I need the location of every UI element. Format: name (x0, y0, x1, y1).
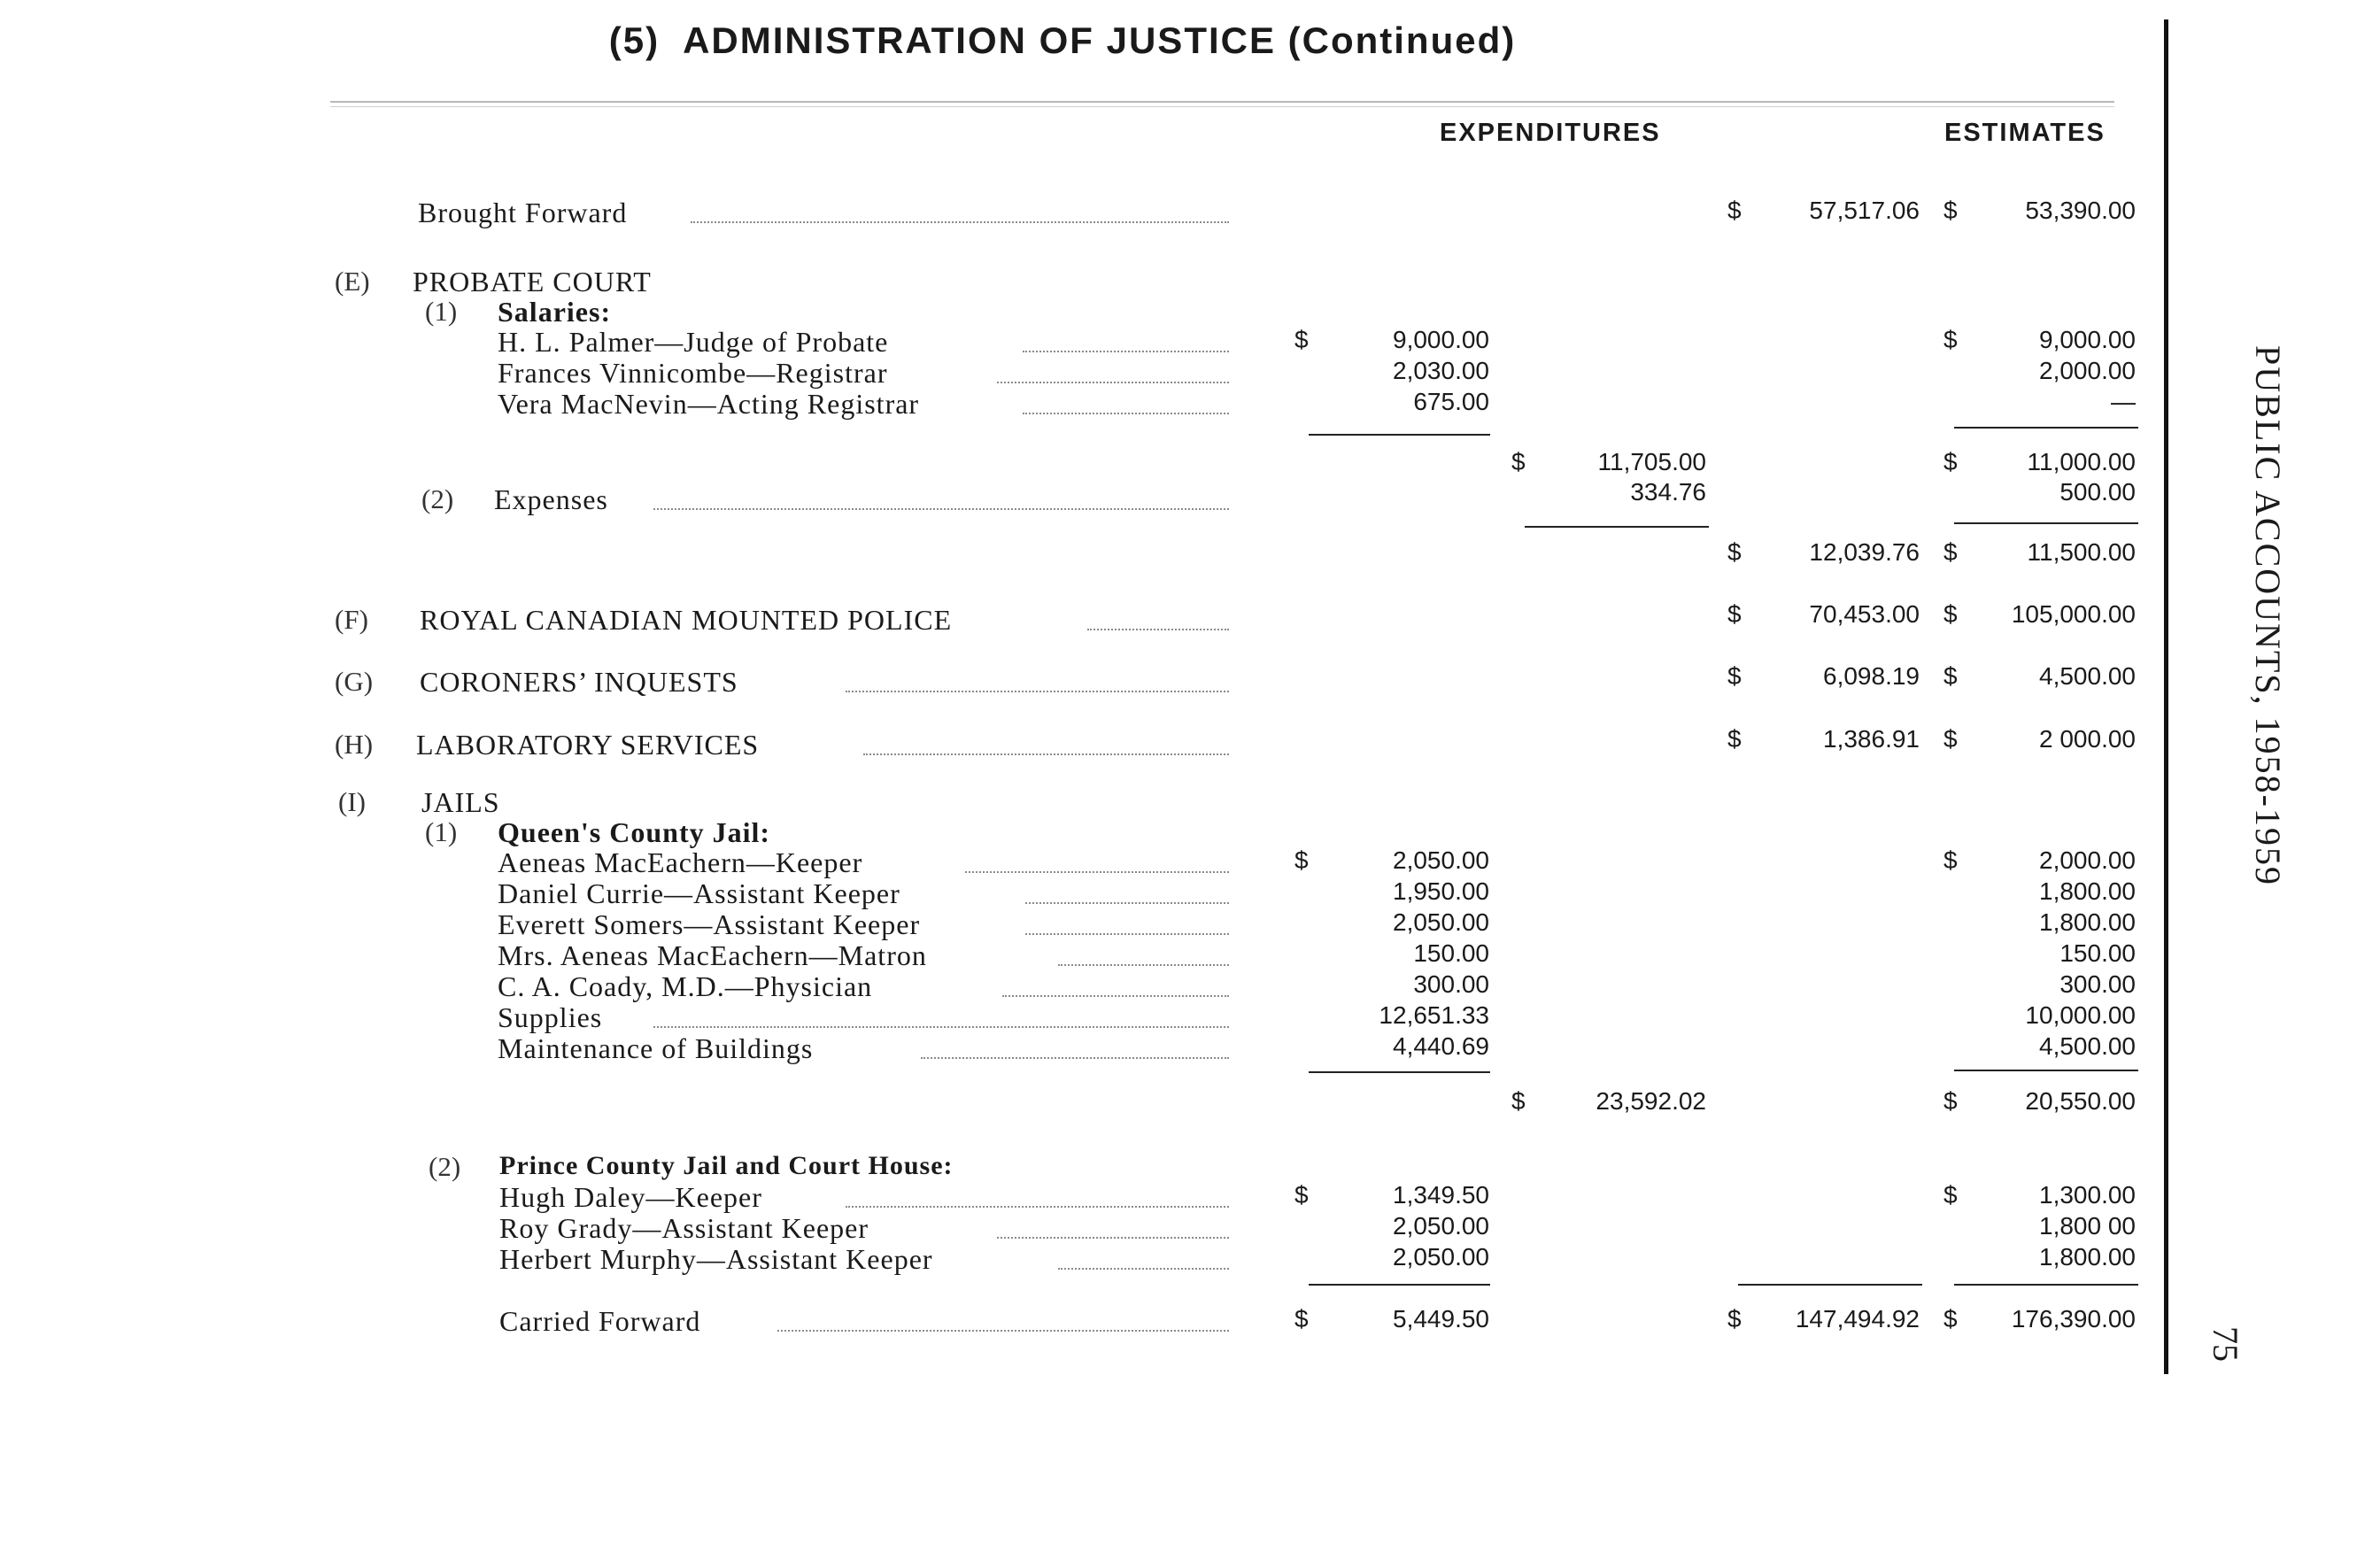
row-label: Everett Somers—Assistant Keeper (498, 908, 921, 940)
carried-forward-row (0, 1305, 2160, 1335)
estimate-amount: 10,000.00 (2025, 1001, 2136, 1029)
row-label: Brought Forward (418, 197, 628, 228)
section-number: (5) (608, 19, 661, 61)
total-amount: 57,517.06 (1809, 197, 1920, 224)
estimate-amount: 20,550.00 (2025, 1087, 2136, 1115)
leader-dots (921, 1057, 1229, 1059)
currency-sign: $ (1294, 326, 1309, 353)
section-heading: ROYAL CANADIAN MOUNTED POLICE (420, 604, 953, 636)
leader-dots (691, 221, 1229, 223)
currency-sign: $ (1943, 846, 1958, 874)
subtotal-rule (1309, 1284, 1490, 1286)
header-rule-secondary (330, 106, 2114, 107)
subsection-row (0, 1151, 2160, 1181)
currency-sign: $ (1943, 538, 1958, 566)
line-item-row (0, 1243, 2160, 1273)
section-row (0, 266, 2160, 296)
estimate-amount: 1,800 00 (2039, 1212, 2136, 1240)
section-letter: (I) (338, 786, 366, 817)
subsection-number: (2) (429, 1151, 461, 1182)
subtotal-row (0, 448, 2160, 478)
leader-dots (863, 753, 1229, 755)
currency-sign: $ (1727, 662, 1742, 690)
subtotal-rule (1954, 522, 2138, 524)
expenditure-amount: 5,449.50 (1393, 1305, 1489, 1333)
currency-sign: $ (1727, 197, 1742, 224)
row-label: Daniel Currie—Assistant Keeper (498, 877, 900, 909)
currency-sign: $ (1943, 1181, 1958, 1209)
expenditure-amount: 150.00 (1413, 939, 1489, 967)
subtotal-amount: 23,592.02 (1596, 1087, 1706, 1115)
row-label: C. A. Coady, M.D.—Physician (498, 970, 873, 1002)
estimate-amount: 4,500.00 (2039, 1032, 2136, 1060)
row-label: Carried Forward (499, 1305, 701, 1337)
subtotal-amount: 334.76 (1630, 478, 1706, 506)
line-item-row (0, 908, 2160, 939)
subtotal-rule (1738, 1284, 1922, 1286)
estimate-amount: 1,800.00 (2039, 908, 2136, 936)
line-item-row (0, 1001, 2160, 1031)
leader-dots (997, 382, 1229, 383)
section-row (0, 786, 2160, 816)
section-letter: (F) (335, 604, 368, 635)
page-title (0, 19, 2125, 62)
row-label: H. L. Palmer—Judge of Probate (498, 326, 889, 358)
subsection-number: (1) (425, 296, 458, 327)
subsection-heading: Salaries: (498, 296, 612, 328)
currency-sign: $ (1511, 448, 1526, 475)
estimate-amount: 53,390.00 (2025, 197, 2136, 224)
section-row (0, 662, 2160, 698)
currency-sign: $ (1943, 1305, 1958, 1333)
leader-dots (1025, 933, 1229, 935)
subtotal-rule (1309, 434, 1490, 436)
estimate-amount: 2,000.00 (2039, 357, 2136, 384)
subtotal-rule (1954, 1284, 2138, 1286)
currency-sign: $ (1294, 1181, 1309, 1209)
row-label: Maintenance of Buildings (498, 1032, 814, 1064)
estimate-amount: 1,300.00 (2039, 1181, 2136, 1209)
section-total-row (0, 538, 2160, 568)
leader-dots (653, 1026, 1229, 1028)
leader-dots (1058, 1268, 1229, 1270)
currency-sign: $ (1294, 1305, 1309, 1333)
estimate-amount: 2,000.00 (2039, 846, 2136, 874)
section-heading: JAILS (421, 786, 500, 818)
currency-sign: $ (1294, 846, 1309, 874)
row-label: Roy Grady—Assistant Keeper (499, 1212, 869, 1244)
estimate-amount: 300.00 (2059, 970, 2136, 998)
line-item-row (0, 970, 2160, 1000)
section-letter: (E) (335, 266, 370, 297)
leader-dots (1002, 995, 1229, 997)
expenditure-amount: 2,050.00 (1393, 908, 1489, 936)
total-amount: 147,494.92 (1795, 1305, 1920, 1333)
line-item-row (0, 1212, 2160, 1242)
line-item-row (0, 1032, 2160, 1062)
expenditure-amount: 4,440.69 (1393, 1032, 1489, 1060)
estimate-amount: 1,800.00 (2039, 877, 2136, 905)
section-heading: LABORATORY SERVICES (416, 729, 760, 761)
row-label: Hugh Daley—Keeper (499, 1181, 762, 1213)
running-head: PUBLIC ACCOUNTS, 1958-1959 (2248, 345, 2288, 886)
row-label: Supplies (498, 1001, 603, 1033)
currency-sign: $ (1943, 600, 1958, 628)
section-heading: PROBATE COURT (413, 266, 652, 297)
leader-dots (1023, 413, 1229, 414)
estimate-amount: 11,500.00 (2027, 538, 2136, 566)
leader-dots (1023, 351, 1229, 352)
leader-dots (777, 1330, 1229, 1332)
line-item-row (0, 939, 2160, 969)
total-amount: 1,386.91 (1823, 725, 1920, 753)
currency-sign: $ (1943, 326, 1958, 353)
header-rule (330, 101, 2114, 103)
subtotal-rule (1525, 526, 1709, 528)
expenditure-amount: 2,050.00 (1393, 846, 1489, 874)
currency-sign: $ (1727, 1305, 1742, 1333)
estimate-amount: 150.00 (2059, 939, 2136, 967)
estimate-amount: 500.00 (2059, 478, 2136, 506)
line-item-row (0, 478, 2160, 515)
subtotal-rule (1954, 1070, 2138, 1071)
currency-sign: $ (1727, 538, 1742, 566)
page-number: 75 (2206, 1326, 2245, 1362)
row-label: Mrs. Aeneas MacEachern—Matron (498, 939, 927, 971)
line-item-row (0, 388, 2160, 418)
subtotal-row (0, 1087, 2160, 1117)
line-item-row (0, 846, 2160, 877)
estimates-heading: ESTIMATES (1944, 119, 2106, 147)
subtotal-rule (1954, 427, 2138, 429)
subsection-row (0, 816, 2160, 846)
row-label: Aeneas MacEachern—Keeper (498, 846, 863, 878)
estimate-amount: 11,000.00 (2027, 448, 2136, 475)
section-letter: (H) (335, 729, 374, 760)
section-row (0, 725, 2160, 761)
expenditure-amount: 300.00 (1413, 970, 1489, 998)
currency-sign: $ (1943, 197, 1958, 224)
leader-dots (1025, 902, 1229, 904)
subsection-heading: Prince County Jail and Court House: (499, 1151, 954, 1180)
expenditure-amount: 2,030.00 (1393, 357, 1489, 384)
line-item-row (0, 326, 2160, 356)
leader-dots (653, 508, 1229, 510)
leader-dots (997, 1237, 1229, 1239)
leader-dots (1087, 629, 1229, 630)
line-item-row (0, 1181, 2160, 1211)
subsection-number: (2) (421, 483, 454, 514)
section-row (0, 600, 2160, 636)
section-heading: CORONERS’ INQUESTS (420, 666, 738, 698)
estimate-amount: 2 000.00 (2039, 725, 2136, 753)
right-margin-rule (2164, 19, 2168, 1374)
leader-dots (1058, 964, 1229, 966)
currency-sign: $ (1943, 662, 1958, 690)
total-amount: 12,039.76 (1809, 538, 1920, 566)
currency-sign: $ (1943, 725, 1958, 753)
expenditure-amount: 2,050.00 (1393, 1243, 1489, 1271)
estimate-amount: 9,000.00 (2039, 326, 2136, 353)
subsection-row (0, 296, 2160, 326)
row-label: Herbert Murphy—Assistant Keeper (499, 1243, 933, 1275)
expenditure-amount: 1,950.00 (1393, 877, 1489, 905)
row-label: Expenses (494, 483, 608, 515)
currency-sign: $ (1727, 725, 1742, 753)
estimate-amount: — (2111, 388, 2136, 415)
leader-dots (965, 871, 1229, 873)
expenditure-amount: 675.00 (1413, 388, 1489, 415)
row-label: Frances Vinnicombe—Registrar (498, 357, 888, 389)
currency-sign: $ (1943, 1087, 1958, 1115)
subtotal-amount: 11,705.00 (1597, 448, 1706, 475)
leader-dots (846, 1206, 1229, 1208)
estimate-amount: 1,800.00 (2039, 1243, 2136, 1271)
total-amount: 70,453.00 (1809, 600, 1920, 628)
subsection-number: (1) (425, 816, 458, 847)
currency-sign: $ (1511, 1087, 1526, 1115)
currency-sign: $ (1727, 600, 1742, 628)
estimate-amount: 176,390.00 (2011, 1305, 2136, 1333)
total-amount: 6,098.19 (1823, 662, 1920, 690)
leader-dots (846, 691, 1229, 692)
line-item-row (0, 877, 2160, 908)
expenditure-amount: 2,050.00 (1393, 1212, 1489, 1240)
brought-forward-row (0, 197, 2160, 227)
currency-sign: $ (1943, 448, 1958, 475)
subtotal-rule (1309, 1071, 1490, 1073)
expenditure-amount: 1,349.50 (1393, 1181, 1489, 1209)
estimate-amount: 4,500.00 (2039, 662, 2136, 690)
section-title: ADMINISTRATION OF JUSTICE (Continued) (683, 19, 1517, 61)
expenditure-amount: 12,651.33 (1379, 1001, 1489, 1029)
subsection-heading: Queen's County Jail: (498, 816, 771, 848)
section-letter: (G) (335, 666, 374, 697)
expenditure-amount: 9,000.00 (1393, 326, 1489, 353)
estimate-amount: 105,000.00 (2011, 600, 2136, 628)
line-item-row (0, 357, 2160, 387)
expenditures-heading: EXPENDITURES (1440, 119, 1661, 147)
row-label: Vera MacNevin—Acting Registrar (498, 388, 920, 420)
